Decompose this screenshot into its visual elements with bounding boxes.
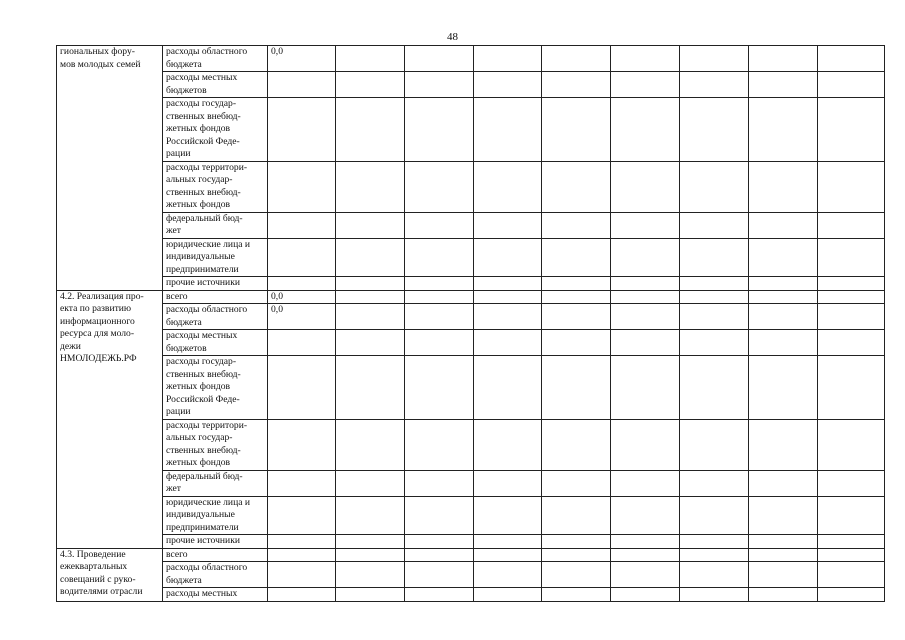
empty-value-cell xyxy=(336,212,405,238)
empty-value-cell xyxy=(336,277,405,291)
empty-value-cell xyxy=(611,72,680,98)
empty-value-cell xyxy=(749,238,818,277)
empty-value-cell xyxy=(611,330,680,356)
table-row xyxy=(57,238,885,277)
empty-value-cell xyxy=(405,419,474,470)
empty-value-cell xyxy=(542,419,611,470)
empty-value-cell xyxy=(818,588,885,602)
funding-source-cell: расходы областного бюджета xyxy=(163,304,268,330)
empty-value-cell xyxy=(749,72,818,98)
table-row xyxy=(57,277,885,291)
empty-value-cell xyxy=(474,290,542,304)
empty-value-cell xyxy=(542,535,611,549)
empty-value-cell xyxy=(336,46,405,72)
empty-value-cell xyxy=(680,238,749,277)
empty-value-cell xyxy=(474,72,542,98)
empty-value-cell xyxy=(818,98,885,162)
empty-value-cell xyxy=(474,304,542,330)
empty-value-cell xyxy=(818,72,885,98)
value-cell xyxy=(268,562,336,588)
empty-value-cell xyxy=(405,212,474,238)
empty-value-cell xyxy=(749,330,818,356)
value-cell xyxy=(268,419,336,470)
empty-value-cell xyxy=(611,548,680,562)
funding-source-cell: всего xyxy=(163,548,268,562)
table-row xyxy=(57,470,885,496)
value-cell xyxy=(268,588,336,602)
table-row xyxy=(57,330,885,356)
empty-value-cell xyxy=(680,161,749,212)
empty-value-cell xyxy=(405,356,474,420)
empty-value-cell xyxy=(336,72,405,98)
activity-name-cell: 4.2. Реализация про- екта по развитию информационного ресурса для моло- дежи НМОЛОДЕЖЬ.РФ xyxy=(57,290,163,548)
empty-value-cell xyxy=(818,496,885,535)
empty-value-cell xyxy=(474,330,542,356)
empty-value-cell xyxy=(611,562,680,588)
empty-value-cell xyxy=(680,98,749,162)
value-cell xyxy=(268,72,336,98)
empty-value-cell xyxy=(405,496,474,535)
empty-value-cell xyxy=(611,496,680,535)
value-cell xyxy=(268,330,336,356)
empty-value-cell xyxy=(818,562,885,588)
empty-value-cell xyxy=(680,277,749,291)
funding-source-cell: расходы государ- ственных внебюд- жетных фондов Российской Феде- рации xyxy=(163,356,268,420)
empty-value-cell xyxy=(749,290,818,304)
empty-value-cell xyxy=(336,98,405,162)
empty-value-cell xyxy=(542,98,611,162)
empty-value-cell xyxy=(680,46,749,72)
empty-value-cell xyxy=(818,277,885,291)
empty-value-cell xyxy=(611,290,680,304)
activity-name-cell: 4.3. Проведение ежеквартальных совещаний с руко- водителями отрасли xyxy=(57,548,163,601)
empty-value-cell xyxy=(474,562,542,588)
funding-source-cell: расходы государ- ственных внебюд- жетных фондов Российской Феде- рации xyxy=(163,98,268,162)
empty-value-cell xyxy=(542,470,611,496)
empty-value-cell xyxy=(749,356,818,420)
funding-source-cell: расходы территори- альных государ- ственных внебюд- жетных фондов xyxy=(163,419,268,470)
budget-table xyxy=(56,45,885,602)
value-cell xyxy=(268,356,336,420)
empty-value-cell xyxy=(749,562,818,588)
empty-value-cell xyxy=(542,46,611,72)
empty-value-cell xyxy=(542,496,611,535)
empty-value-cell xyxy=(680,419,749,470)
funding-source-cell: юридические лица и индивидуальные предприниматели xyxy=(163,496,268,535)
empty-value-cell xyxy=(749,277,818,291)
empty-value-cell xyxy=(680,548,749,562)
empty-value-cell xyxy=(818,161,885,212)
empty-value-cell xyxy=(336,161,405,212)
page-number: 48 xyxy=(447,31,458,43)
funding-source-cell: расходы территори- альных государ- ственных внебюд- жетных фондов xyxy=(163,161,268,212)
empty-value-cell xyxy=(749,46,818,72)
empty-value-cell xyxy=(474,238,542,277)
empty-value-cell xyxy=(474,535,542,549)
value-cell xyxy=(268,98,336,162)
empty-value-cell xyxy=(818,330,885,356)
empty-value-cell xyxy=(405,72,474,98)
empty-value-cell xyxy=(611,46,680,72)
empty-value-cell xyxy=(405,470,474,496)
empty-value-cell xyxy=(611,161,680,212)
funding-source-cell: юридические лица и индивидуальные предприниматели xyxy=(163,238,268,277)
table-row xyxy=(57,419,885,470)
empty-value-cell xyxy=(749,548,818,562)
empty-value-cell xyxy=(336,496,405,535)
empty-value-cell xyxy=(542,330,611,356)
empty-value-cell xyxy=(405,562,474,588)
value-cell: 0,0 xyxy=(268,304,336,330)
empty-value-cell xyxy=(405,290,474,304)
empty-value-cell xyxy=(611,356,680,420)
empty-value-cell xyxy=(336,535,405,549)
empty-value-cell xyxy=(542,290,611,304)
table-row xyxy=(57,304,885,330)
value-cell xyxy=(268,277,336,291)
empty-value-cell xyxy=(818,470,885,496)
value-cell xyxy=(268,548,336,562)
empty-value-cell xyxy=(818,535,885,549)
empty-value-cell xyxy=(611,535,680,549)
empty-value-cell xyxy=(405,304,474,330)
empty-value-cell xyxy=(542,161,611,212)
empty-value-cell xyxy=(611,212,680,238)
empty-value-cell xyxy=(749,304,818,330)
empty-value-cell xyxy=(336,419,405,470)
funding-source-cell: прочие источники xyxy=(163,277,268,291)
empty-value-cell xyxy=(474,548,542,562)
empty-value-cell xyxy=(405,238,474,277)
value-cell xyxy=(268,212,336,238)
funding-source-cell: расходы местных бюджетов xyxy=(163,330,268,356)
empty-value-cell xyxy=(336,588,405,602)
empty-value-cell xyxy=(818,356,885,420)
empty-value-cell xyxy=(680,588,749,602)
empty-value-cell xyxy=(474,419,542,470)
empty-value-cell xyxy=(542,72,611,98)
value-cell xyxy=(268,470,336,496)
value-cell xyxy=(268,161,336,212)
empty-value-cell xyxy=(611,98,680,162)
empty-value-cell xyxy=(336,548,405,562)
funding-source-cell: расходы областного бюджета xyxy=(163,562,268,588)
empty-value-cell xyxy=(474,98,542,162)
empty-value-cell xyxy=(749,419,818,470)
funding-source-cell: прочие источники xyxy=(163,535,268,549)
empty-value-cell xyxy=(336,290,405,304)
funding-source-cell: расходы местных xyxy=(163,588,268,602)
empty-value-cell xyxy=(474,161,542,212)
empty-value-cell xyxy=(818,290,885,304)
empty-value-cell xyxy=(818,212,885,238)
empty-value-cell xyxy=(474,212,542,238)
empty-value-cell xyxy=(336,356,405,420)
empty-value-cell xyxy=(474,356,542,420)
empty-value-cell xyxy=(818,548,885,562)
empty-value-cell xyxy=(542,238,611,277)
empty-value-cell xyxy=(474,470,542,496)
empty-value-cell xyxy=(336,304,405,330)
empty-value-cell xyxy=(818,304,885,330)
value-cell: 0,0 xyxy=(268,290,336,304)
empty-value-cell xyxy=(611,277,680,291)
empty-value-cell xyxy=(680,72,749,98)
empty-value-cell xyxy=(474,588,542,602)
empty-value-cell xyxy=(336,470,405,496)
table-row xyxy=(57,161,885,212)
empty-value-cell xyxy=(818,238,885,277)
empty-value-cell xyxy=(542,588,611,602)
funding-source-cell: федеральный бюд- жет xyxy=(163,212,268,238)
table-row xyxy=(57,548,885,562)
empty-value-cell xyxy=(611,588,680,602)
table-row xyxy=(57,535,885,549)
budget-table-body xyxy=(57,46,885,602)
empty-value-cell xyxy=(474,46,542,72)
empty-value-cell xyxy=(405,535,474,549)
empty-value-cell xyxy=(542,356,611,420)
empty-value-cell xyxy=(749,98,818,162)
empty-value-cell xyxy=(749,496,818,535)
value-cell xyxy=(268,535,336,549)
empty-value-cell xyxy=(405,46,474,72)
empty-value-cell xyxy=(405,548,474,562)
table-row xyxy=(57,72,885,98)
empty-value-cell xyxy=(680,535,749,549)
activity-name-cell: гиональных фору- мов молодых семей xyxy=(57,46,163,291)
empty-value-cell xyxy=(542,562,611,588)
empty-value-cell xyxy=(749,470,818,496)
table-row xyxy=(57,98,885,162)
empty-value-cell xyxy=(680,212,749,238)
empty-value-cell xyxy=(405,330,474,356)
empty-value-cell xyxy=(749,161,818,212)
funding-source-cell: расходы областного бюджета xyxy=(163,46,268,72)
value-cell xyxy=(268,238,336,277)
empty-value-cell xyxy=(680,496,749,535)
empty-value-cell xyxy=(611,470,680,496)
empty-value-cell xyxy=(680,304,749,330)
table-row xyxy=(57,562,885,588)
value-cell xyxy=(268,496,336,535)
table-row xyxy=(57,290,885,304)
empty-value-cell xyxy=(680,356,749,420)
empty-value-cell xyxy=(818,46,885,72)
funding-source-cell: федеральный бюд- жет xyxy=(163,470,268,496)
empty-value-cell xyxy=(680,562,749,588)
empty-value-cell xyxy=(749,535,818,549)
empty-value-cell xyxy=(542,277,611,291)
empty-value-cell xyxy=(405,588,474,602)
empty-value-cell xyxy=(680,470,749,496)
empty-value-cell xyxy=(611,419,680,470)
empty-value-cell xyxy=(611,304,680,330)
table-row xyxy=(57,356,885,420)
empty-value-cell xyxy=(474,496,542,535)
empty-value-cell xyxy=(542,548,611,562)
empty-value-cell xyxy=(749,588,818,602)
table-row xyxy=(57,212,885,238)
empty-value-cell xyxy=(680,330,749,356)
funding-source-cell: расходы местных бюджетов xyxy=(163,72,268,98)
empty-value-cell xyxy=(611,238,680,277)
empty-value-cell xyxy=(405,161,474,212)
empty-value-cell xyxy=(818,419,885,470)
value-cell: 0,0 xyxy=(268,46,336,72)
funding-source-cell: всего xyxy=(163,290,268,304)
empty-value-cell xyxy=(542,304,611,330)
empty-value-cell xyxy=(405,98,474,162)
empty-value-cell xyxy=(405,277,474,291)
table-row xyxy=(57,46,885,72)
empty-value-cell xyxy=(680,290,749,304)
empty-value-cell xyxy=(336,238,405,277)
empty-value-cell xyxy=(336,562,405,588)
table-row xyxy=(57,496,885,535)
empty-value-cell xyxy=(474,277,542,291)
empty-value-cell xyxy=(542,212,611,238)
empty-value-cell xyxy=(336,330,405,356)
table-row xyxy=(57,588,885,602)
empty-value-cell xyxy=(749,212,818,238)
